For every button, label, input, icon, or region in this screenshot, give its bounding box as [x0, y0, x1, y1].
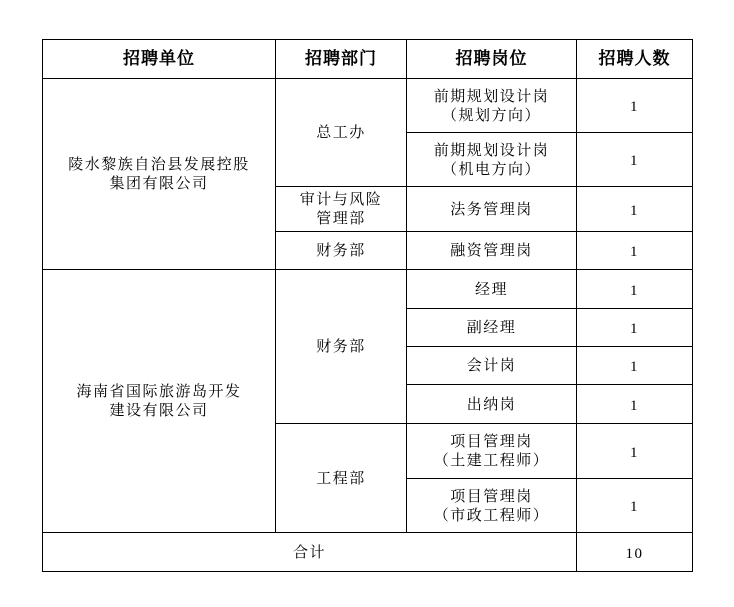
count-cell: 1: [577, 385, 693, 424]
position-cell: 经理: [407, 270, 577, 309]
position-cell: [407, 479, 577, 533]
header-count: 招聘人数: [577, 40, 693, 79]
position-title: 项目管理岗: [450, 486, 533, 505]
position-cell: 融资管理岗: [407, 232, 577, 270]
position-cell: 会计岗: [407, 347, 577, 385]
count-cell: 1: [577, 424, 693, 479]
count-cell: 1: [577, 232, 693, 270]
position-title: 项目管理岗: [450, 432, 533, 450]
position-subtitle: （规划方向）: [441, 105, 541, 124]
count-cell: 1: [577, 79, 693, 133]
unit-cell: [43, 79, 276, 270]
position-subtitle: （机电方向）: [441, 159, 541, 178]
position-cell: 副经理: [407, 309, 577, 347]
unit-name-line: 集团有限公司: [109, 174, 209, 192]
count-cell: 1: [577, 347, 693, 385]
position-cell: [407, 133, 577, 187]
total-row: [43, 533, 693, 572]
department-cell: 总工办: [276, 79, 407, 187]
header-unit: 招聘单位: [43, 40, 276, 79]
total-count: 10: [577, 533, 693, 572]
header-position: 招聘岗位: [407, 40, 577, 79]
table-row: [43, 270, 693, 309]
position-subtitle: （土建工程师）: [433, 451, 550, 469]
department-cell: 工程部: [276, 424, 407, 533]
unit-name-line: 海南省国际旅游岛开发: [76, 382, 242, 400]
header-department: 招聘部门: [276, 40, 407, 79]
department-name-line: 管理部: [316, 209, 366, 227]
count-cell: 1: [577, 187, 693, 232]
position-subtitle: （市政工程师）: [433, 505, 550, 524]
count-cell: 1: [577, 133, 693, 187]
unit-name-line: 陵水黎族自治县发展控股: [68, 155, 250, 173]
position-cell: [407, 424, 577, 479]
position-cell: [407, 79, 577, 133]
table-row: [43, 79, 693, 133]
unit-name-line: 建设有限公司: [109, 401, 209, 419]
count-cell: 1: [577, 270, 693, 309]
position-title: 前期规划设计岗: [433, 140, 550, 159]
position-cell: 出纳岗: [407, 385, 577, 424]
department-cell: 财务部: [276, 232, 407, 270]
header-row: [43, 40, 693, 79]
total-label: 合计: [43, 533, 577, 572]
department-name-line: 审计与风险: [299, 190, 383, 208]
count-cell: 1: [577, 309, 693, 347]
count-cell: 1: [577, 479, 693, 533]
unit-cell: [43, 270, 276, 533]
department-cell: 财务部: [276, 270, 407, 424]
position-cell: 法务管理岗: [407, 187, 577, 232]
recruitment-table: [42, 39, 693, 572]
position-title: 前期规划设计岗: [433, 86, 550, 105]
department-cell: [276, 187, 407, 232]
